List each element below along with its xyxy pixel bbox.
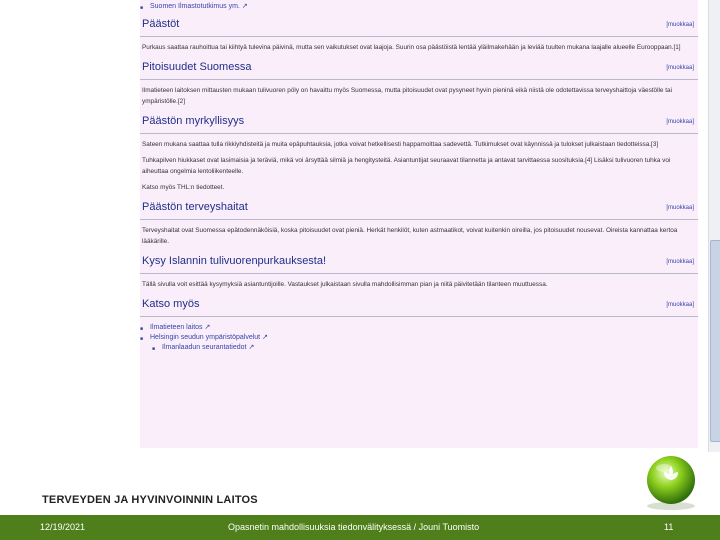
paragraph: Purkaus saattaa rauhoittua tai kiihtyä tulevina päivinä, mutta sen vaikutukset ovat laajoja. Suurin osa päästöistä lentää yläilmakehään ja leviää tuulten mukana laajalle alueelle Eurooppaan.[1] <box>142 44 681 51</box>
section-title: Päästön terveyshaitat <box>142 201 248 213</box>
section-header <box>140 251 698 274</box>
paragraph: Katso myös THL:n tiedotteet. <box>142 184 225 191</box>
see-also-list <box>140 323 698 353</box>
footer-date: 12/19/2021 <box>40 522 86 532</box>
section-header <box>140 197 698 220</box>
edit-link[interactable]: [muokkaa] <box>666 302 694 308</box>
external-link-icon: ↗ <box>262 334 268 341</box>
paragraph: Sateen mukana saattaa tulla rikkiyhdisteitä ja muita epäpuhtauksia, jotka voivat hetkellisesti happamoittaa sadevettä. Tutkimukset ovat käynnissä ja tulokset julkaistaan tiedotteissa.[3] <box>142 141 659 148</box>
section-title: Päästön myrkyllisyys <box>142 115 245 127</box>
page-number: 11 <box>664 522 674 532</box>
list-item[interactable]: ■ Ilmatieteen laitos ↗ <box>140 323 698 333</box>
edit-link[interactable]: [muokkaa] <box>666 259 694 265</box>
section-title: Päästöt <box>142 18 180 30</box>
organization-name: TERVEYDEN JA HYVINVOINNIN LAITOS <box>42 494 258 506</box>
edit-link[interactable]: [muokkaa] <box>666 65 694 71</box>
list-item[interactable]: ■ Ilmanlaadun seurantatiedot ↗ <box>140 343 698 353</box>
list-item[interactable]: ■ Suomen Ilmastotutkimus ym. ↗ <box>140 2 698 12</box>
list-item[interactable]: ■ Helsingin seudun ympäristöpalvelut ↗ <box>140 333 698 343</box>
section-header <box>140 14 698 37</box>
footer-bar <box>0 515 720 540</box>
section-title: Katso myös <box>142 298 200 310</box>
globe-logo-icon <box>638 452 704 512</box>
section-header <box>140 294 698 317</box>
wiki-content-area <box>140 0 698 448</box>
edit-link[interactable]: [muokkaa] <box>666 205 694 211</box>
edit-link[interactable]: [muokkaa] <box>666 22 694 28</box>
section-header <box>140 111 698 134</box>
external-link-icon: ↗ <box>248 344 255 351</box>
footer-center-text: Opasnetin mahdollisuuksia tiedonvälityksessä / Jouni Tuomisto <box>228 522 480 532</box>
paragraph: Ilmatieteen laitoksen mittausten mukaan tulivuoren pöly on havaittu myös Suomessa, mutta pitoisuudet ovat pysyneet hyvin pieninä eikä niistä ole odotettavissa terveyshaittoja väestölle tai ympäristölle.[2] <box>142 87 673 105</box>
paragraph: Terveyshaitat ovat Suomessa epätodennäköisiä, koska pitoisuudet ovat pieniä. Herkät henkilöt, kuten astmaatikot, voivat kuitenkin oireilla, jos pitoisuudet nousevat. Oireista kannattaa kertoa lääkärille. <box>142 227 678 245</box>
paragraph: Tällä sivulla voit esittää kysymyksiä asiantuntijoille. Vastaukset julkaistaan sivulla mahdollisimman pian ja niitä päivitetään tilanteen muuttuessa. <box>142 281 548 288</box>
paragraph: Tuhkapilven hiukkaset ovat lasimaisia ja teräviä, mikä voi ärsyttää silmiä ja hengitysteitä. Asiantuntijat seuraavat tilannetta ja antavat tarvittaessa suosituksia.[4] Lisäksi tulivuoren tuhka voi aiheuttaa ongelmia lentoliikenteelle. <box>142 157 671 175</box>
section-header <box>140 57 698 80</box>
vertical-scrollbar[interactable] <box>708 0 720 452</box>
section-title: Pitoisuudet Suomessa <box>142 61 252 73</box>
scrollbar-thumb[interactable] <box>710 240 720 442</box>
edit-link[interactable]: [muokkaa] <box>666 119 694 125</box>
section-title: Kysy Islannin tulivuorenpurkauksesta! <box>142 255 327 267</box>
external-link-icon: ↗ <box>241 3 248 10</box>
top-link-list <box>140 2 698 12</box>
external-link-icon: ↗ <box>204 324 211 331</box>
